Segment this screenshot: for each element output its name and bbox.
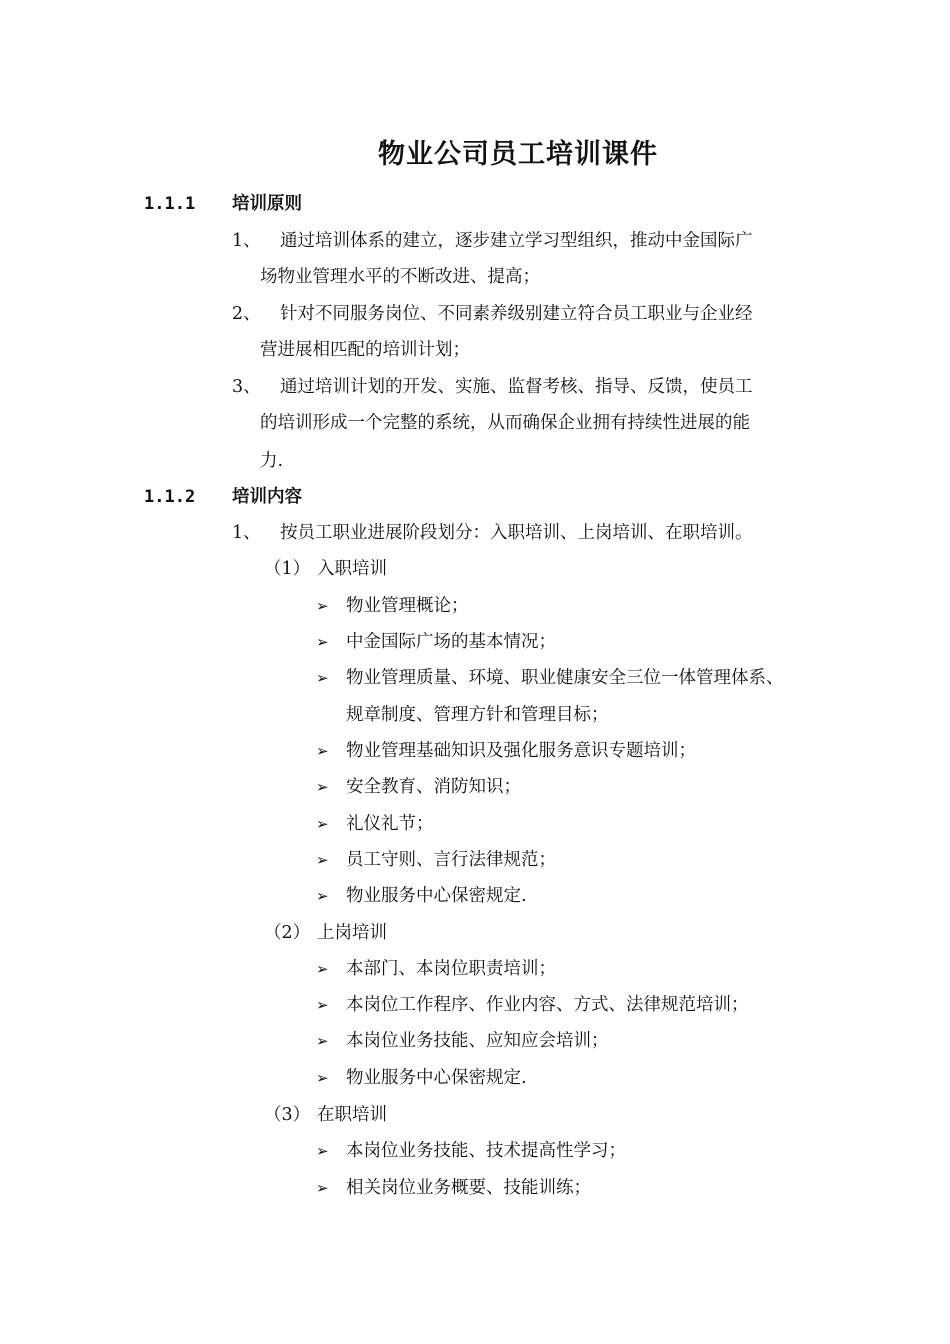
item-number: 2、 [232, 304, 261, 324]
section-heading: 培训原则 [232, 194, 302, 214]
item-text: 通过培训计划的开发、实施、监督考核、指导、反馈，使员工 [280, 377, 753, 397]
arrowhead-bullet-icon: ➢ [316, 669, 329, 687]
list-item: 物业管理概论； [346, 596, 469, 616]
arrowhead-bullet-icon: ➢ [316, 778, 329, 796]
arrowhead-bullet-icon: ➢ [316, 960, 329, 978]
list-item: 安全教育、消防知识； [346, 777, 521, 797]
arrowhead-bullet-icon: ➢ [316, 815, 329, 833]
arrowhead-bullet-icon: ➢ [316, 887, 329, 905]
arrowhead-bullet-icon: ➢ [316, 996, 329, 1014]
item-number: 1、 [232, 231, 261, 251]
section-number: 1.1.2 [144, 487, 196, 507]
list-item: 本部门、本岗位职责培训； [346, 959, 556, 979]
list-item: 物业服务中心保密规定. [346, 1068, 527, 1088]
list-item: 本岗位工作程序、作业内容、方式、法律规范培训； [346, 995, 749, 1015]
item-number: 1、 [232, 523, 261, 543]
group-label: （3） [264, 1105, 311, 1125]
list-item: 相关岗位业务概要、技能训练； [346, 1178, 591, 1198]
list-item: 本岗位业务技能、应知应会培训； [346, 1031, 609, 1051]
page-title: 物业公司员工培训课件 [378, 139, 658, 170]
arrowhead-bullet-icon: ➢ [316, 633, 329, 651]
arrowhead-bullet-icon: ➢ [316, 1142, 329, 1160]
group-label: （2） [264, 923, 311, 943]
item-text: 通过培训体系的建立，逐步建立学习型组织，推动中金国际广 [280, 231, 753, 251]
list-item: 物业管理质量、环境、职业健康安全三位一体管理体系、 [346, 668, 784, 688]
group-name: 在职培训 [317, 1105, 387, 1125]
item-text: 按员工职业进展阶段划分：入职培训、上岗培训、在职培训。 [280, 523, 753, 543]
arrowhead-bullet-icon: ➢ [316, 1032, 329, 1050]
list-item: 中金国际广场的基本情况； [346, 632, 556, 652]
group-name: 上岗培训 [317, 923, 387, 943]
item-number: 3、 [232, 377, 261, 397]
item-text: 营进展相匹配的培训计划； [260, 340, 470, 360]
list-item: 本岗位业务技能、技术提高性学习； [346, 1141, 626, 1161]
list-item: 员工守则、言行法律规范； [346, 850, 556, 870]
section-number: 1.1.1 [144, 194, 196, 214]
list-item: 物业服务中心保密规定. [346, 886, 527, 906]
group-label: （1） [264, 559, 311, 579]
group-name: 入职培训 [317, 559, 387, 579]
item-text: 的培训形成一个完整的系统，从而确保企业拥有持续性进展的能 [260, 413, 750, 433]
list-item: 物业管理基础知识及强化服务意识专题培训； [346, 741, 696, 761]
list-item-continuation: 规章制度、管理方针和管理目标； [346, 705, 609, 725]
arrowhead-bullet-icon: ➢ [316, 851, 329, 869]
section-heading: 培训内容 [232, 487, 302, 507]
arrowhead-bullet-icon: ➢ [316, 742, 329, 760]
arrowhead-bullet-icon: ➢ [316, 1069, 329, 1087]
arrowhead-bullet-icon: ➢ [316, 1179, 329, 1197]
item-text: 场物业管理水平的不断改进、提高； [260, 267, 540, 287]
list-item: 礼仪礼节； [346, 814, 434, 834]
arrowhead-bullet-icon: ➢ [316, 597, 329, 615]
item-text: 力. [260, 451, 284, 471]
item-text: 针对不同服务岗位、不同素养级别建立符合员工职业与企业经 [280, 304, 753, 324]
